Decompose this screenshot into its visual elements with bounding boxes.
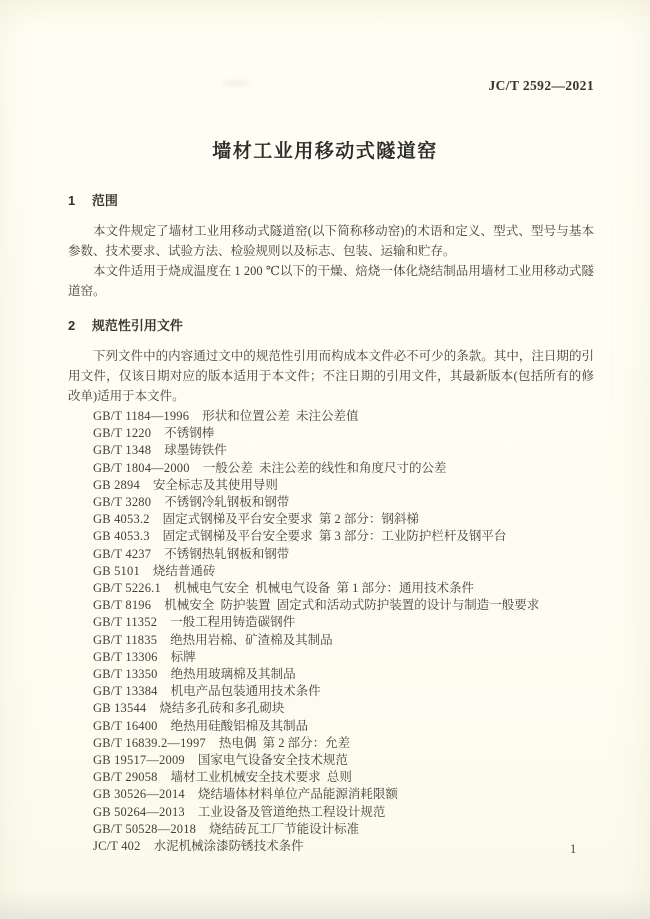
reference-item bbox=[93, 821, 594, 838]
reference-code: GB/T 29058 bbox=[93, 770, 158, 785]
reference-item bbox=[93, 528, 594, 545]
reference-item bbox=[93, 546, 594, 563]
section-2-heading bbox=[68, 318, 594, 333]
reference-code: GB/T 50528—2018 bbox=[93, 821, 197, 836]
reference-item bbox=[93, 786, 594, 803]
reference-title: 安全标志及其使用导则 bbox=[152, 477, 278, 492]
reference-code: GB 5101 bbox=[93, 563, 140, 578]
reference-code: GB 13544 bbox=[93, 701, 147, 716]
reference-title: 绝热用玻璃棉及其制品 bbox=[170, 667, 296, 682]
reference-item bbox=[93, 683, 594, 700]
reference-item bbox=[93, 580, 594, 597]
standard-code: JC/T 2592—2021 bbox=[488, 78, 594, 93]
reference-item bbox=[93, 666, 594, 683]
reference-code: GB/T 1220 bbox=[93, 426, 152, 441]
reference-title: 工业设备及管道绝热工程设计规范 bbox=[197, 804, 386, 819]
section-1-number: 1 bbox=[68, 193, 76, 208]
reference-title: 标牌 bbox=[170, 649, 196, 664]
section-1-title: 范围 bbox=[91, 193, 118, 208]
reference-item bbox=[93, 718, 594, 735]
reference-code: GB/T 13384 bbox=[93, 684, 158, 699]
reference-item bbox=[93, 769, 594, 786]
reference-title: 墙材工业机械安全技术要求 总则 bbox=[170, 770, 352, 785]
reference-title: 烧结普通砖 bbox=[152, 563, 216, 578]
reference-title: 机电产品包装通用技术条件 bbox=[170, 684, 321, 699]
reference-item bbox=[93, 597, 594, 614]
reference-title: 机械安全 防护装置 固定式和活动式防护装置的设计与制造一般要求 bbox=[164, 598, 540, 613]
reference-code: GB/T 13306 bbox=[93, 649, 158, 664]
reference-code: GB 30526—2014 bbox=[93, 787, 185, 802]
reference-title: 固定式钢梯及平台安全要求 第 2 部分：钢斜梯 bbox=[162, 512, 419, 527]
reference-item bbox=[93, 442, 594, 459]
reference-item bbox=[93, 408, 594, 425]
reference-item bbox=[93, 752, 594, 769]
reference-code: GB/T 1804—2000 bbox=[93, 460, 190, 475]
reference-title: 烧结多孔砖和多孔砌块 bbox=[159, 701, 285, 716]
reference-code: GB/T 3280 bbox=[93, 495, 152, 510]
section-2-title: 规范性引用文件 bbox=[91, 318, 183, 333]
reference-title: 固定式钢梯及平台安全要求 第 3 部分：工业防护栏杆及钢平台 bbox=[162, 529, 507, 544]
reference-code: GB/T 16400 bbox=[93, 718, 158, 733]
reference-item bbox=[93, 838, 594, 855]
reference-item bbox=[93, 735, 594, 752]
reference-title: 一般公差 未注公差的线性和角度尺寸的公差 bbox=[202, 460, 447, 475]
reference-item bbox=[93, 804, 594, 821]
reference-item bbox=[93, 494, 594, 511]
reference-item bbox=[93, 632, 594, 649]
reference-code: GB/T 4237 bbox=[93, 546, 152, 561]
reference-item bbox=[93, 460, 594, 477]
scope-paragraph-1: 本文件规定了墙材工业用移动式隧道窑(以下简称移动窑)的术语和定义、型式、型号与基本参数、技术要求、试验方法、检验规则以及标志、包装、运输和贮存。 bbox=[68, 224, 594, 258]
reference-item bbox=[93, 614, 594, 631]
reference-title: 水泥机械涂漆防锈技术条件 bbox=[153, 839, 304, 854]
reference-title: 烧结墙体材料单位产品能源消耗限额 bbox=[197, 787, 398, 802]
reference-code: GB/T 8196 bbox=[93, 598, 152, 613]
reference-title: 国家电气设备安全技术规范 bbox=[197, 753, 348, 768]
reference-code: GB 50264—2013 bbox=[93, 804, 185, 819]
reference-code: GB/T 1348 bbox=[93, 443, 152, 458]
reference-title: 形状和位置公差 未注公差值 bbox=[202, 409, 359, 423]
reference-code: GB 2894 bbox=[93, 477, 140, 492]
reference-title: 球墨铸铁件 bbox=[164, 443, 227, 458]
reference-title: 绝热用硅酸铝棉及其制品 bbox=[170, 718, 309, 733]
document-title: 墙材工业用移动式隧道窑 bbox=[212, 141, 438, 162]
reference-title: 不锈钢冷轧钢板和钢带 bbox=[164, 495, 290, 510]
reference-code: GB 19517—2009 bbox=[93, 753, 185, 768]
reference-code: JC/T 402 bbox=[93, 839, 141, 854]
reference-title: 热电偶 第 2 部分：允差 bbox=[218, 735, 351, 750]
reference-code: GB/T 1184—1996 bbox=[93, 409, 190, 423]
reference-code: GB 4053.3 bbox=[93, 529, 150, 544]
reference-code: GB 4053.2 bbox=[93, 512, 150, 527]
reference-title: 烧结砖瓦工厂节能设计标准 bbox=[209, 821, 360, 836]
reference-list bbox=[68, 408, 594, 855]
reference-title: 一般工程用铸造碳钢件 bbox=[170, 615, 296, 630]
reference-item bbox=[93, 563, 594, 580]
scan-smudge bbox=[222, 80, 250, 87]
scope-paragraph-2: 本文件适用于烧成温度在 1 200 ℃以下的干燥、焙烧一体化烧结制品用墙材工业用移动式隧道窑。 bbox=[68, 264, 594, 298]
reference-title: 不锈钢棒 bbox=[164, 426, 215, 441]
section-1-heading bbox=[68, 193, 594, 208]
reference-item bbox=[93, 511, 594, 528]
reference-item bbox=[93, 425, 594, 442]
reference-code: GB/T 16839.2—1997 bbox=[93, 735, 206, 750]
reference-code: GB/T 11835 bbox=[93, 632, 158, 647]
reference-title: 不锈钢热轧钢板和钢带 bbox=[164, 546, 290, 561]
reference-title: 绝热用岩棉、矿渣棉及其制品 bbox=[170, 632, 333, 647]
page-number: 1 bbox=[570, 842, 577, 856]
references-intro-paragraph: 下列文件中的内容通过文中的规范性引用而构成本文件必不可少的条款。其中，注日期的引用文件，仅该日期对应的版本适用于本文件；不注日期的引用文件，其最新版本(包括所有的修改单)适用于本文件。 bbox=[68, 349, 594, 403]
reference-title: 机械电气安全 机械电气设备 第 1 部分：通用技术条件 bbox=[173, 581, 474, 596]
reference-code: GB/T 5226.1 bbox=[93, 581, 161, 596]
section-2-number: 2 bbox=[68, 318, 76, 333]
reference-code: GB/T 11352 bbox=[93, 615, 158, 630]
reference-item bbox=[93, 477, 594, 494]
reference-item bbox=[93, 700, 594, 717]
reference-item bbox=[93, 649, 594, 666]
reference-code: GB/T 13350 bbox=[93, 667, 158, 682]
document-content bbox=[68, 193, 594, 855]
